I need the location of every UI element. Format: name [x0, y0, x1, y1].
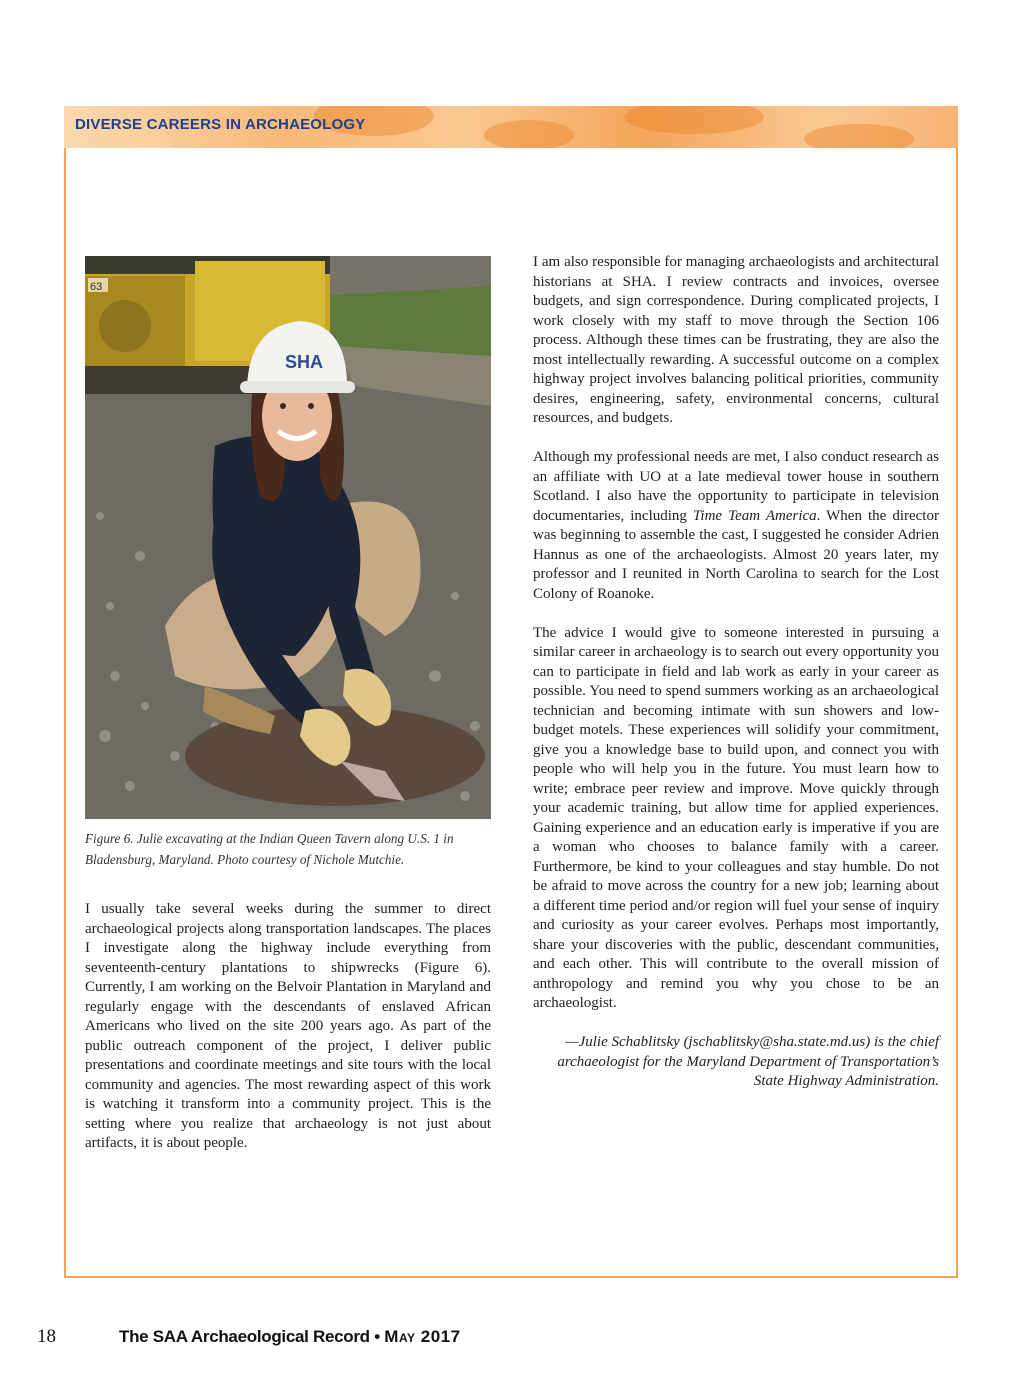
show-title: Time Team America [692, 507, 817, 524]
page-number: 18 [37, 1326, 56, 1347]
footer-separator: • [369, 1327, 385, 1346]
issue-date: May 2017 [384, 1327, 461, 1346]
machine-number: 63 [90, 281, 103, 293]
right-paragraph-2 [533, 448, 939, 604]
left-paragraph-1: I usually take several weeks during the summer to direct archaeological projects along transportation landscapes. The places I investigate along the highway include everything from seventeenth-century plantations to shipwrecks (Figure 6). Currently, I am working on the Belvoir Plantation in Maryland and regularly engage with the descendants of enslaved African Americans who lived on the site 200 years ago. As part of the public outreach component of the project, I deliver public presentations and coordinate meetings and site tours with the local community and agencies. The most rewarding aspect of this work is watching it transform into a community project. This is the setting where you realize that archaeology is not just about artifacts, it is about people. [85, 901, 491, 1151]
right-paragraph-1: I am also responsible for managing archaeologists and architectural historians at SHA. I review contracts and invoices, oversee budgets, and sign correspondence. During complicated projects, I work closely with my staff to move through the Section 106 process. Although these times can be frustrating, they are also the most intellectually rewarding. A successful outcome on a complex highway project involves balancing political priorities, community desires, engineering, safety, environmental concerns, cultural resources, and budgets. [533, 254, 939, 426]
right-column [533, 253, 939, 1111]
publication-line [119, 1327, 461, 1347]
section-title: DIVERSE CAREERS IN ARCHAEOLOGY [75, 116, 366, 133]
figure-caption: Figure 6. Julie excavating at the Indian Queen Tavern along U.S. 1 in Bladensburg, Maryland. Photo courtesy of Nichole Mutchie. [85, 831, 454, 867]
author-signature: —Julie Schablitsky (jschablitsky@sha.state.md.us) is the chief archaeologist for the Maryland Department of Transportation’s State Highway Administration. [557, 1034, 939, 1089]
right-paragraph-2-start: Although my professional needs are met, I also conduct research as an affiliate with UO at a late medieval tower house in southern Scotland. I also have the opportunity to participate in television documentaries, including [533, 449, 939, 524]
helmet-logo: SHA [285, 352, 324, 372]
section-banner [64, 106, 958, 148]
publication-title: The SAA Archaeological Record [119, 1327, 370, 1346]
excavation-photo [85, 256, 491, 819]
excavation-photo-illustration [85, 256, 491, 819]
right-paragraph-3: The advice I would give to someone interested in pursuing a similar career in archaeology is to search out every opportunity you can to participate in field and lab work as early in your career as possible. You need to spend summers working as an archaeological technician and becoming intimate with sun showers and low-budget motels. These experiences will solidify your commitment, give you a knowledge base to build upon, and connect you with people who will help you in the future. You must learn how to write; embrace peer review and improve. Move quickly through your academic training, but allow time for applied experiences. Gaining experience and an education early is imperative if you are a woman who chooses to balance family with a career. Furthermore, be kind to your colleagues and stay humble. Do not be afraid to move across the country for a new job; learning about a different time period and/or region will fuel your sense of inquiry and curiosity as your career evolves. Perhaps most importantly, share your discoveries with the public, descendant communities, and each other. This will contribute to the overall mission of anthropology and remind you why you chose to be an archaeologist. [533, 624, 939, 1011]
right-paragraph-2-end: . When the director was beginning to assemble the cast, I suggested he consider Adrien Hannus as one of the archaeologists. Almost 20 years later, my professor and I reunited in North Carolina to search for the Lost Colony of Roanoke. [533, 507, 939, 602]
left-column [85, 900, 491, 1173]
